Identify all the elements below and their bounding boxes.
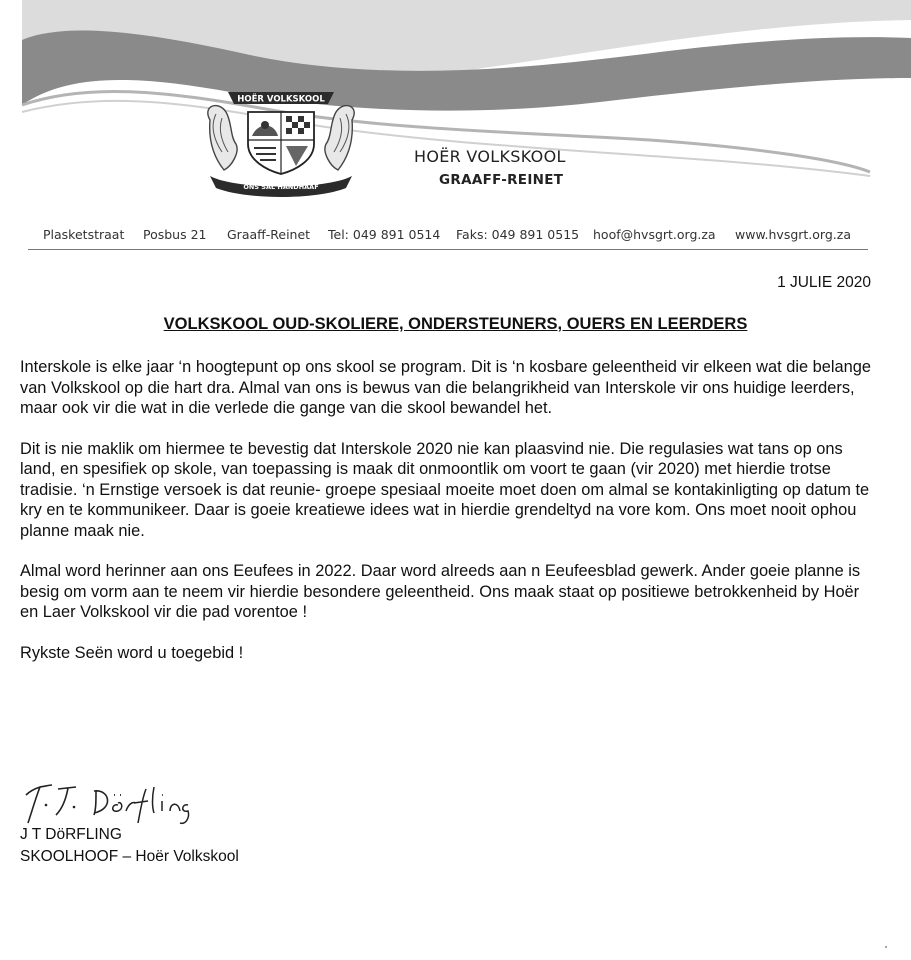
- school-crest-logo: [196, 78, 366, 200]
- contact-email: hoof@hvsgrt.org.za: [593, 227, 716, 242]
- paragraph-cancellation: Dit is nie maklik om hiermee te bevestig dat Interskole 2020 nie kan plaasvind nie. Die regulasies wat tans op ons land, en spesifiek op skole, van toepassing is maak dit onmoontlik om voort te gaan (vir 2020) met hierdie trotse tradisie. ‘n Ernstige versoek is dat reunie- groepe spesiaal moeite moet doen om almal se kontakinligting op datum te kry en te kommunikeer. Daar is goeie kreatiewe idees wat in hierdie grendeltyd na vore kom. Ons moet nooit ophou planne maak nie.: [20, 439, 870, 540]
- crest-banner-text: HOËR VOLKSKOOL: [237, 94, 325, 105]
- closing-greeting: Rykste Seën word u toegebid !: [20, 643, 244, 662]
- letter-body: [20, 357, 880, 683]
- contact-tel: Tel: 049 891 0514: [328, 227, 441, 242]
- contact-fax: Faks: 049 891 0515: [456, 227, 580, 242]
- contact-postbox: Posbus 21: [143, 227, 207, 242]
- handwritten-signature: [14, 783, 224, 828]
- paragraph-eeufees: Almal word herinner aan ons Eeufees in 2022. Daar word alreeds aan n Eeufeesblad gewerk. Ander goeie planne is besig om vorm aan te neem vir hierdie besondere geleentheid. Ons maak staat op positiewe betrokkenheid by Hoër en Laer Volkskool vir die pad vorentoe !: [20, 562, 861, 621]
- signatory-title: SKOOLHOOF – Hoër Volkskool: [20, 848, 239, 865]
- contact-town: Graaff-Reinet: [227, 227, 311, 242]
- letter-heading: VOLKSKOOL OUD-SKOLIERE, ONDERSTEUNERS, OUERS EN LEERDERS: [163, 315, 748, 333]
- scan-speck: [885, 946, 887, 948]
- school-town: GRAAFF-REINET: [439, 172, 564, 188]
- school-name: HOËR VOLKSKOOL: [414, 147, 566, 166]
- contact-street: Plasketstraat: [43, 227, 125, 242]
- letter-date: 1 JULIE 2020: [777, 274, 871, 291]
- signatory-name: J T DöRFLING: [20, 826, 122, 843]
- contact-divider: [28, 249, 868, 250]
- paragraph-interskole: Interskole is elke jaar ‘n hoogtepunt op ons skool se program. Dit is ‘n kosbare geleentheid vir elkeen wat die belange van Volkskool op die hart dra. Almal van ons is bewus van die belangrikheid van Interskole vir ons huidige leerders, maar ook vir die wat in die verlede die gange van die skool bewandel het.: [20, 358, 871, 417]
- contact-website: www.hvsgrt.org.za: [735, 227, 851, 242]
- crest-motto-text: ONS SAL HANDHAAF: [243, 183, 319, 191]
- contact-details-row: [43, 227, 873, 245]
